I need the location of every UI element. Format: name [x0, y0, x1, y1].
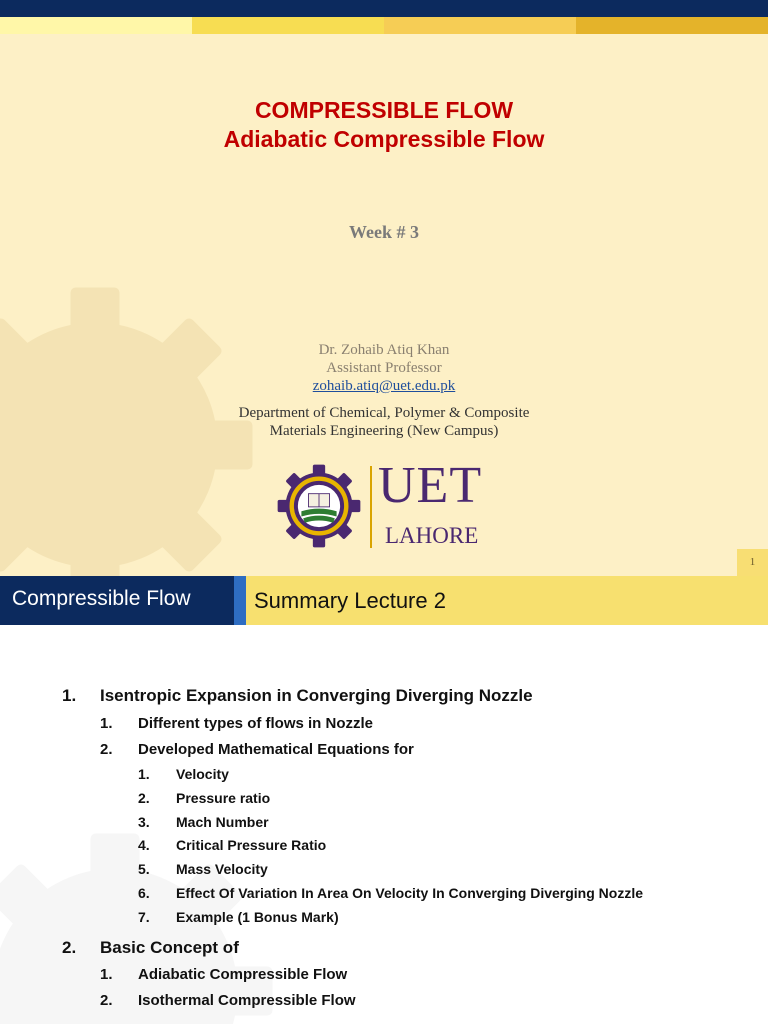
outline-item — [138, 861, 738, 879]
outline-item — [138, 814, 738, 832]
logo-divider — [370, 466, 372, 548]
header-accent-bar — [234, 576, 246, 625]
outline-text: Different types of flows in Nozzle — [138, 715, 374, 732]
color-stripe-1 — [0, 17, 192, 34]
outline-number: 5. — [138, 861, 150, 877]
page-number-badge: 1 — [737, 549, 768, 576]
color-stripe-4 — [576, 17, 768, 34]
outline-number: 3. — [138, 814, 150, 830]
outline-text: Mass Velocity — [176, 861, 268, 877]
outline-item — [138, 885, 758, 903]
outline-text: Basic Concept of — [100, 938, 239, 957]
header-lecture-title: Summary Lecture 2 — [246, 576, 768, 625]
author-name: Dr. Zohaib Atiq Khan — [318, 342, 450, 358]
outline-number: 1. — [100, 966, 113, 983]
outline-item — [62, 686, 722, 708]
outline-number: 1. — [100, 715, 113, 732]
outline-text: Mach Number — [176, 814, 269, 830]
logo-text-uet: UET — [378, 457, 483, 514]
department-line1: Department of Chemical, Polymer & Composite — [238, 405, 530, 421]
outline-item — [138, 909, 738, 927]
header-course-title: Compressible Flow — [0, 576, 234, 625]
outline-number: 2. — [100, 741, 113, 758]
top-navy-bar — [0, 0, 768, 17]
logo-text-lahore: LAHORE — [385, 523, 479, 548]
outline-item — [100, 741, 700, 761]
outline-number: 6. — [138, 885, 150, 901]
outline-text: Developed Mathematical Equations for — [138, 741, 414, 758]
outline-item — [100, 992, 700, 1012]
slide-title-line1: COMPRESSIBLE FLOW — [254, 97, 514, 123]
outline-item — [138, 837, 738, 855]
color-stripe-2 — [192, 17, 384, 34]
outline-item — [138, 766, 738, 784]
outline-number: 7. — [138, 909, 150, 925]
outline-number: 2. — [100, 992, 113, 1009]
outline-text: Isothermal Compressible Flow — [138, 992, 356, 1009]
slide-title-line2: Adiabatic Compressible Flow — [223, 126, 545, 152]
outline-text: Example (1 Bonus Mark) — [176, 909, 339, 925]
color-stripe-3 — [384, 17, 576, 34]
outline-item — [62, 938, 722, 960]
outline-number: 1. — [62, 686, 77, 705]
outline-text: Critical Pressure Ratio — [176, 837, 327, 853]
outline-number: 4. — [138, 837, 150, 853]
summary-slide — [0, 576, 768, 1024]
week-label: Week # 3 — [349, 222, 419, 242]
outline-number: 2. — [138, 790, 150, 806]
outline-text: Velocity — [176, 766, 229, 782]
outline-text: Pressure ratio — [176, 790, 271, 806]
outline-text: Isentropic Expansion in Converging Diverging Nozzle — [100, 686, 533, 705]
department-line2: Materials Engineering (New Campus) — [269, 423, 499, 439]
outline-item — [138, 790, 738, 808]
outline-text: Adiabatic Compressible Flow — [138, 966, 348, 983]
author-email-link[interactable]: zohaib.atiq@uet.edu.pk — [312, 378, 456, 394]
author-title: Assistant Professor — [326, 360, 442, 376]
outline-number: 2. — [62, 938, 77, 957]
outline-text: Effect Of Variation In Area On Velocity In Converging Diverging Nozzle — [176, 885, 644, 901]
outline-number: 1. — [138, 766, 150, 782]
outline-item — [100, 966, 700, 986]
uet-emblem-icon — [275, 462, 363, 550]
outline-item — [100, 715, 700, 735]
